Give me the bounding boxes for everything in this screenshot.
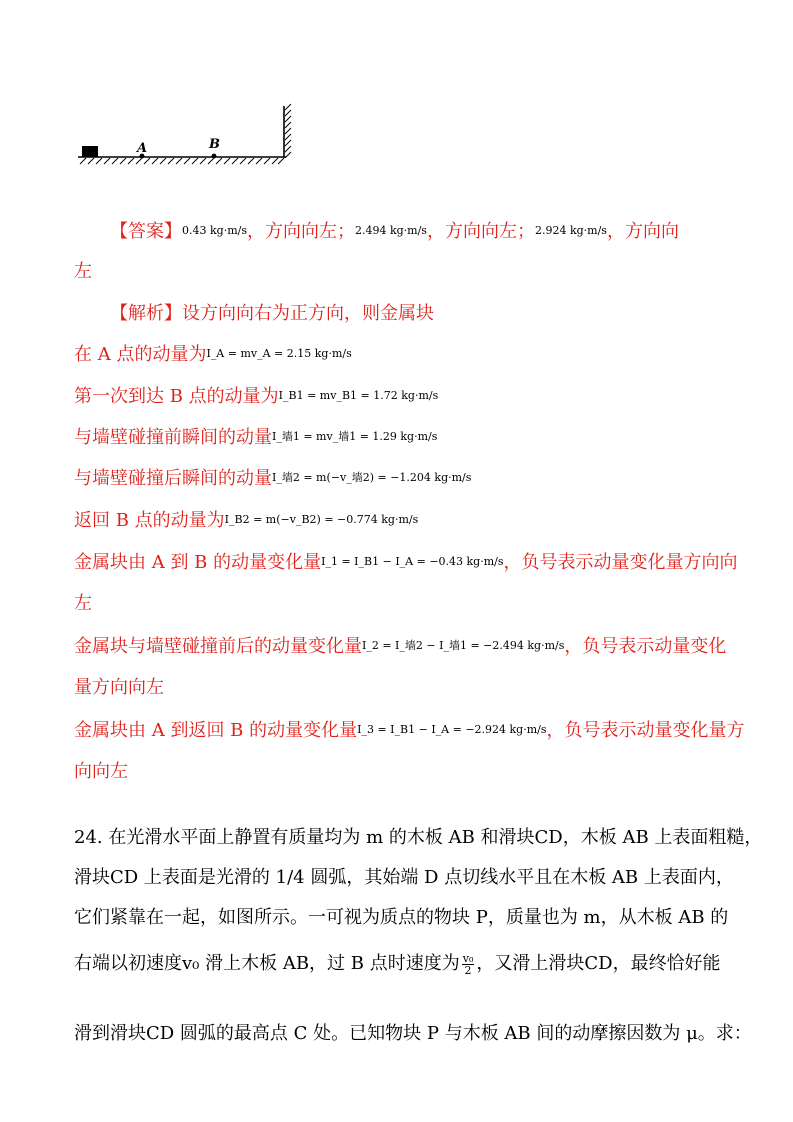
analysis-line-8-wrap: 向向左	[74, 761, 128, 782]
analysis-line-8-math: I_3 = I_B1 − I_A = −2.924 kg·m/s	[357, 723, 547, 736]
problem-line-4-tail: ，又滑上滑块CD，最终恰好能	[476, 953, 721, 974]
answer-wrap: 左	[74, 261, 92, 282]
analysis-line-7-tail: ，负号表示动量变化	[564, 636, 727, 657]
analysis-line-3-math: I_墙1 = mv_墙1 = 1.29 kg·m/s	[272, 430, 438, 443]
answer-value-2: 2.494 kg·m/s	[354, 224, 427, 237]
analysis-line-3	[74, 425, 437, 450]
fraction-numerator: v₀	[462, 951, 474, 965]
ground-hatch	[80, 158, 284, 164]
analysis-line-7-text: 金属块与墙壁碰撞前后的动量变化量	[74, 636, 362, 657]
problem-line-3: 它们紧靠在一起，如图所示。一可视为质点的物块 P，质量也为 m，从木板 AB 的	[74, 907, 729, 928]
analysis-line-4-text: 与墙壁碰撞后瞬间的动量	[74, 468, 272, 489]
point-b	[212, 154, 217, 159]
wall-hatch	[285, 104, 291, 158]
analysis-line-2	[74, 384, 438, 409]
analysis-line-6-wrap: 左	[74, 593, 92, 614]
fraction-denominator: 2	[464, 963, 472, 977]
velocity-fraction	[462, 953, 475, 976]
answer-direction-2: ，方向向左；	[426, 221, 535, 242]
problem-line-1: 24. 在光滑水平面上静置有质量均为 m 的木板 AB 和滑块CD，木板 AB 上表面粗糙，	[74, 827, 763, 848]
analysis-line-6-tail: ，负号表示动量变化量方向向	[503, 552, 738, 573]
analysis-line-1-text: 在 A 点的动量为	[74, 344, 207, 365]
answer-line	[110, 219, 679, 244]
analysis-line-4-math: I_墙2 = m(−v_墙2) = −1.204 kg·m/s	[272, 471, 472, 484]
analysis-line-5-math: I_B2 = m(−v_B2) = −0.774 kg·m/s	[224, 513, 419, 526]
analysis-line-6-math: I_1 = I_B1 − I_A = −0.43 kg·m/s	[321, 555, 504, 568]
analysis-line-8	[74, 718, 745, 743]
label-b: B	[209, 137, 220, 152]
analysis-line-6-text: 金属块由 A 到 B 的动量变化量	[74, 552, 322, 573]
analysis-line-4	[74, 466, 471, 491]
analysis-line-8-tail: ，负号表示动量变化量方	[546, 720, 745, 741]
analysis-heading	[110, 302, 434, 326]
analysis-line-5-text: 返回 B 点的动量为	[74, 510, 225, 531]
analysis-line-5	[74, 508, 418, 533]
problem-line-4	[74, 952, 721, 976]
answer-direction-3: ，方向向	[606, 221, 679, 242]
analysis-line-7-math: I_2 = I_墙2 − I_墙1 = −2.494 kg·m/s	[362, 639, 565, 652]
problem-line-4-text: 右端以初速度v₀ 滑上木板 AB，过 B 点时速度为	[74, 953, 460, 974]
answer-direction-1: ，方向向左；	[246, 221, 355, 242]
track-wall-figure	[74, 102, 296, 168]
problem-line-2: 滑块CD 上表面是光滑的 1/4 圆弧，其始端 D 点切线水平且在木板 AB 上表面内，	[74, 867, 734, 888]
analysis-line-2-math: I_B1 = mv_B1 = 1.72 kg·m/s	[278, 389, 439, 402]
analysis-line-1	[74, 342, 352, 367]
analysis-line-7	[74, 634, 726, 659]
analysis-line-8-text: 金属块由 A 到返回 B 的动量变化量	[74, 720, 358, 741]
analysis-line-2-text: 第一次到达 B 点的动量为	[74, 386, 279, 407]
analysis-line-6	[74, 550, 738, 575]
metal-block	[82, 146, 98, 157]
answer-value-3: 2.924 kg·m/s	[534, 224, 607, 237]
analysis-line-3-text: 与墙壁碰撞前瞬间的动量	[74, 427, 272, 448]
analysis-line-7-wrap: 量方向向左	[74, 677, 164, 698]
problem-line-5: 滑到滑块CD 圆弧的最高点 C 处。已知物块 P 与木板 AB 间的动摩擦因数为 μ。求：	[74, 1023, 752, 1044]
label-a: A	[137, 141, 148, 156]
analysis-intro: 设方向向右为正方向，则金属块	[182, 303, 434, 324]
analysis-tag: 【解析】	[110, 303, 182, 324]
analysis-line-1-math: I_A = mv_A = 2.15 kg·m/s	[206, 347, 352, 360]
answer-tag: 【答案】	[110, 221, 182, 242]
answer-value-1: 0.43 kg·m/s	[182, 224, 247, 237]
